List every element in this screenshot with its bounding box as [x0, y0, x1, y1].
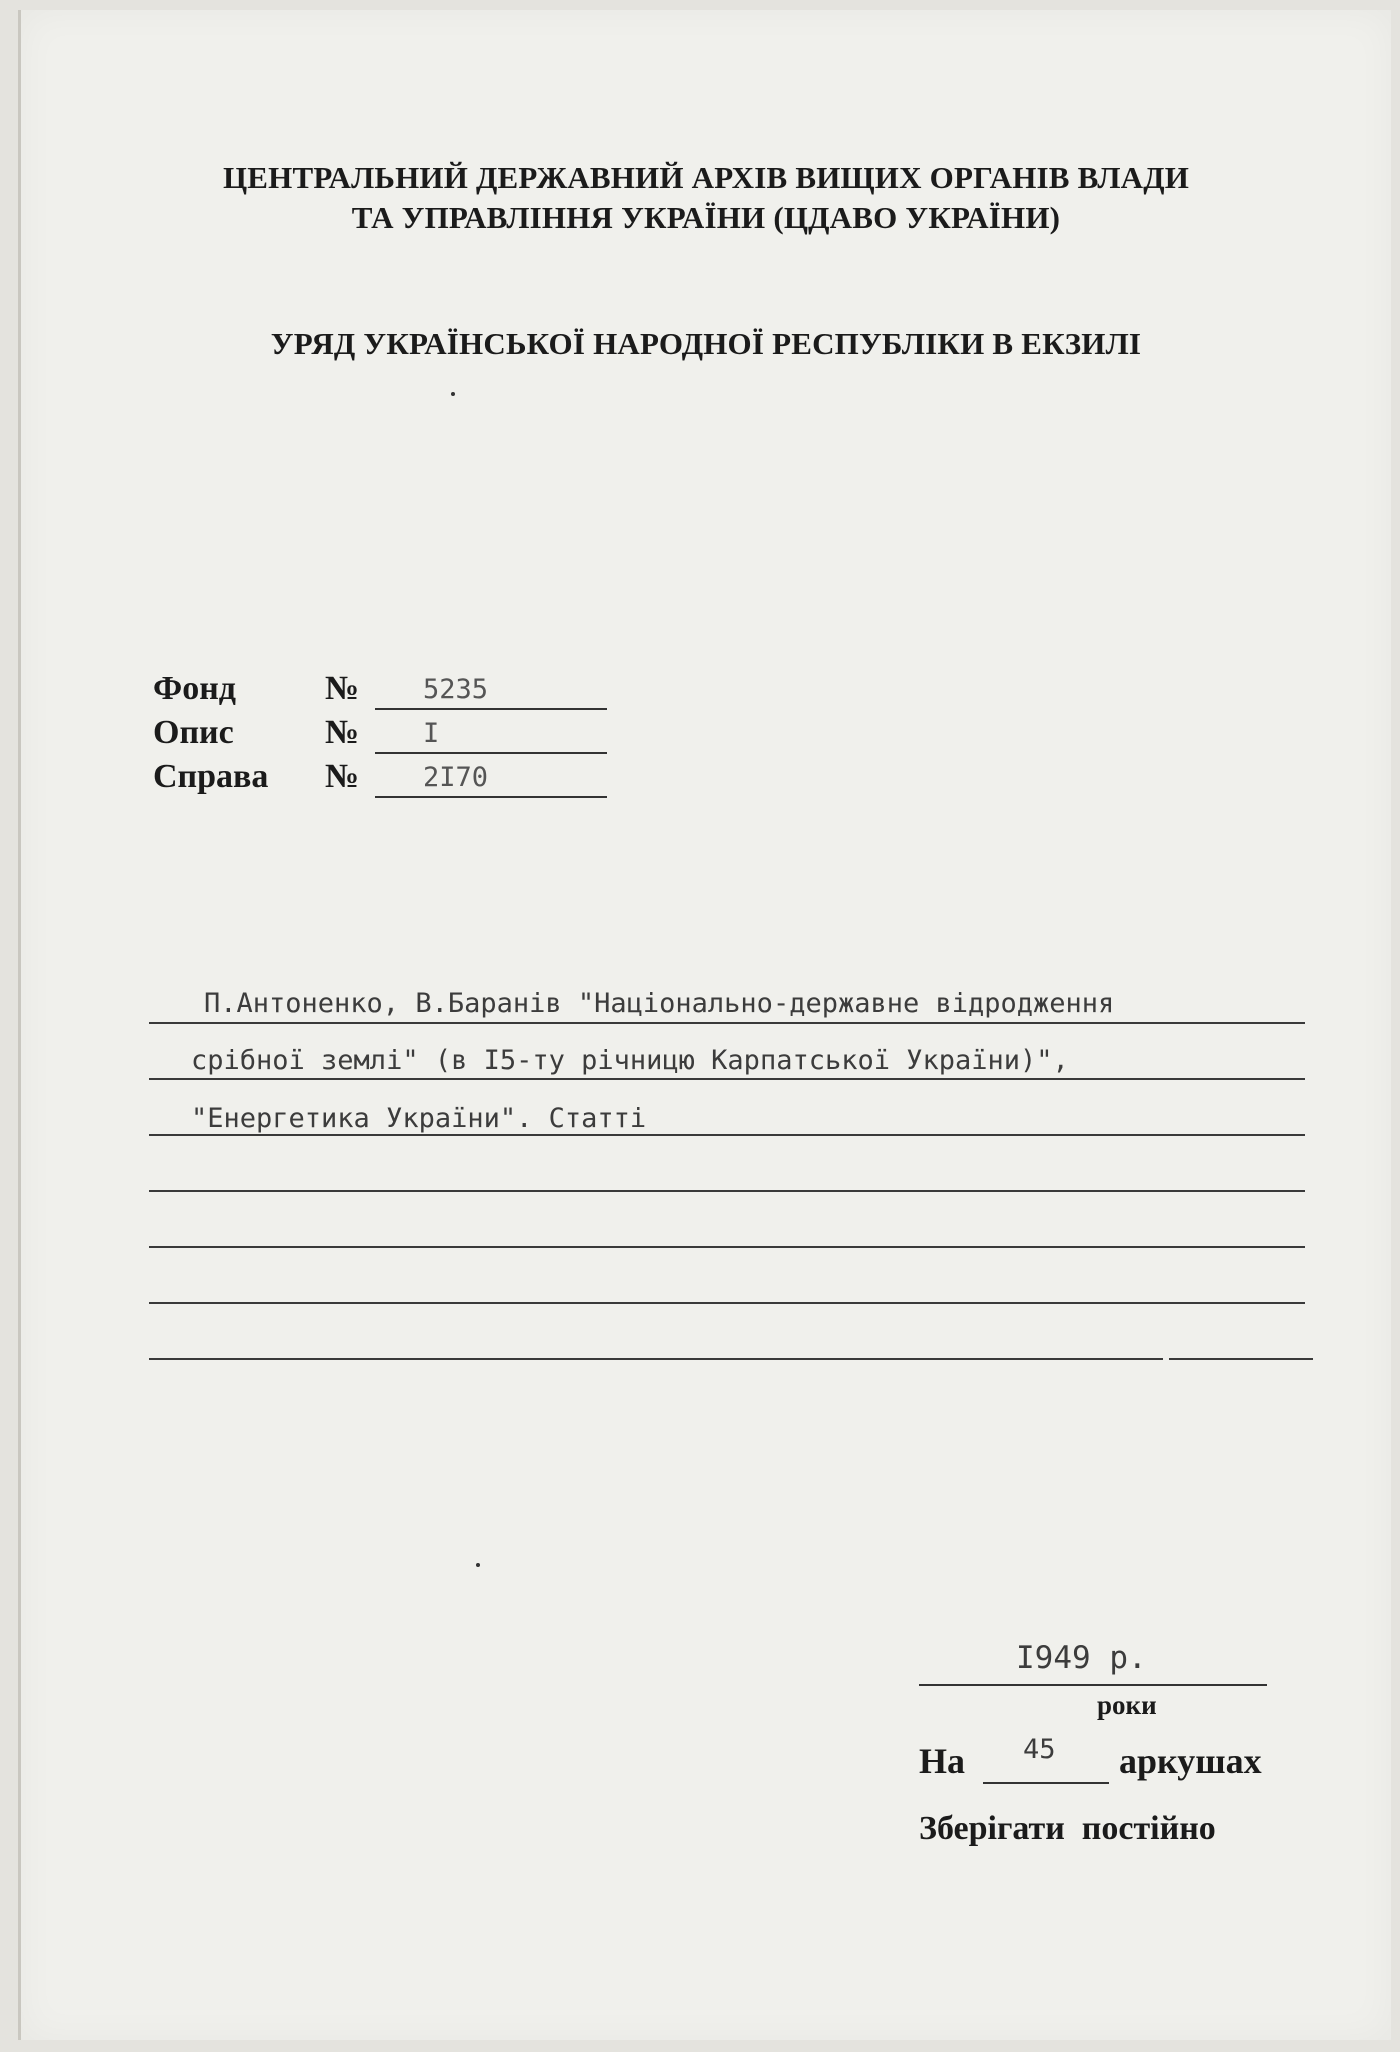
retention-note: Зберігати постійно	[919, 1810, 1216, 1847]
sheets-underline	[983, 1782, 1109, 1784]
archive-name-line-2: ТА УПРАВЛІННЯ УКРАЇНИ (ЦДАВО УКРАЇНИ)	[351, 200, 1061, 235]
opys-underline	[375, 752, 607, 754]
number-sign: №	[325, 670, 360, 707]
description-rule	[149, 1022, 1305, 1024]
sprava-label: Справа	[153, 758, 269, 795]
opys-value: I	[423, 718, 440, 749]
year-underline	[919, 1684, 1267, 1686]
description-rule	[149, 1246, 1305, 1248]
archive-file-cover	[18, 10, 1391, 2040]
sheets-suffix: аркушах	[1119, 1741, 1262, 1781]
description-rule	[1169, 1358, 1313, 1360]
description-rule	[149, 1190, 1305, 1192]
description-line-3: "Енергетика України". Статті	[191, 1103, 647, 1134]
fond-underline	[375, 708, 607, 710]
year-value: I949 р.	[1016, 1640, 1147, 1676]
sprava-value: 2I70	[423, 762, 489, 793]
archive-name	[21, 158, 1391, 238]
fond-label: Фонд	[153, 670, 236, 707]
fund-owner-title: УРЯД УКРАЇНСЬКОЇ НАРОДНОЇ РЕСПУБЛІКИ В ЕКЗИЛІ	[270, 326, 1142, 361]
description-rule	[149, 1134, 1305, 1136]
sheets-count: 45	[1023, 1734, 1056, 1765]
sheets-prefix: На	[919, 1741, 966, 1781]
ink-speck	[451, 392, 455, 396]
description-line-2: срібної землі" (в I5-ту річницю Карпатської України)",	[191, 1045, 1069, 1076]
description-rule	[149, 1358, 1163, 1360]
description-line-1: П.Антоненко, В.Баранів "Національно-державне відродження	[204, 988, 1115, 1019]
years-label: роки	[1097, 1690, 1157, 1720]
sheets-row	[919, 1734, 1299, 1792]
description-rule	[149, 1078, 1305, 1080]
opys-label: Опис	[153, 714, 234, 751]
number-sign: №	[325, 714, 360, 751]
archive-name-line-1: ЦЕНТРАЛЬНИЙ ДЕРЖАВНИЙ АРХІВ ВИЩИХ ОРГАНІВ ВЛАДИ	[222, 160, 1190, 195]
fond-value: 5235	[423, 674, 489, 705]
number-sign: №	[325, 758, 360, 795]
description-rule	[149, 1302, 1305, 1304]
sprava-underline	[375, 796, 607, 798]
ink-speck	[476, 1563, 480, 1567]
